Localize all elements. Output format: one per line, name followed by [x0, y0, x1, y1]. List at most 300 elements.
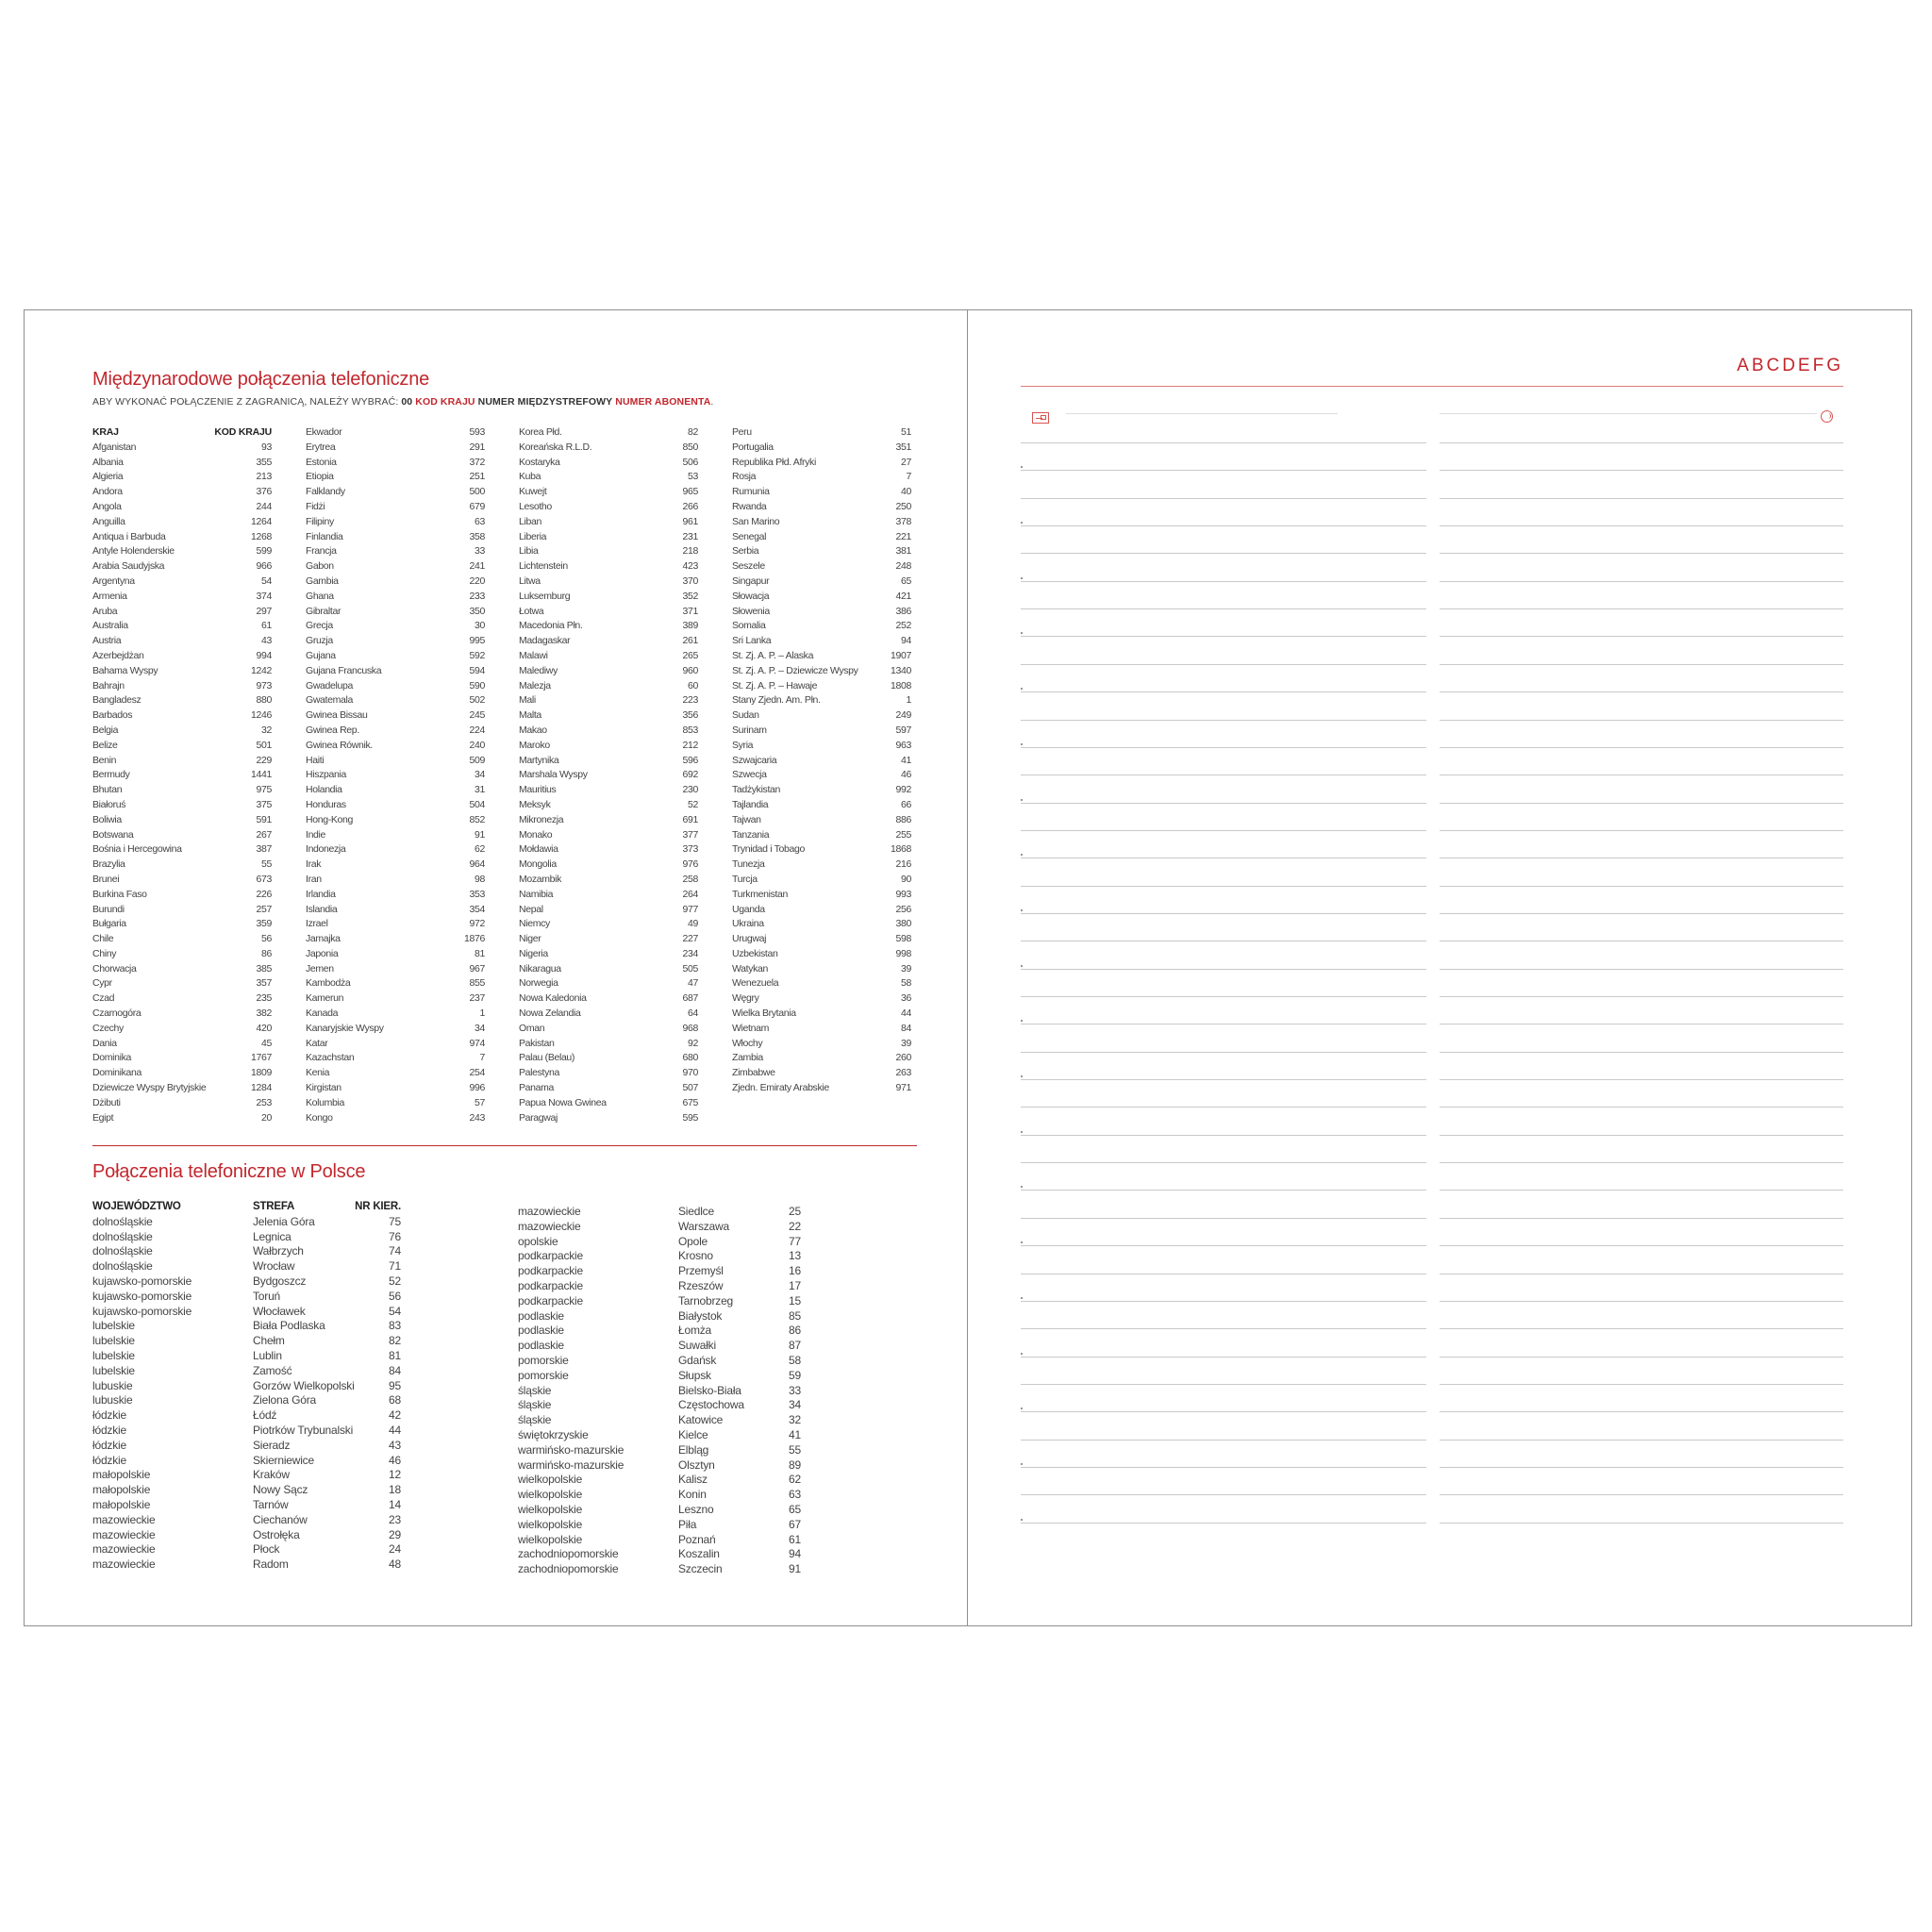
area-code-row: [518, 1473, 839, 1488]
country-row: [732, 754, 911, 769]
country-name: Norwegia: [519, 977, 558, 990]
country-name: Sri Lanka: [732, 635, 772, 647]
ruled-line-left[interactable]: [1021, 664, 1426, 665]
voivodeship-name: dolnośląskie: [92, 1229, 153, 1243]
country-row: [92, 888, 272, 903]
country-row: [732, 425, 911, 441]
ruled-line-right[interactable]: [1440, 442, 1843, 443]
area-code-row: [92, 1408, 413, 1424]
country-row: [92, 724, 272, 739]
country-row: [519, 1096, 698, 1111]
ruled-line-right[interactable]: [1440, 470, 1843, 471]
right-page: [968, 310, 1911, 1625]
ruled-line-left[interactable]: [1021, 1135, 1426, 1136]
area-code-row: [92, 1364, 413, 1379]
zone-name: Katowice: [678, 1413, 724, 1427]
country-name: Islandia: [306, 903, 338, 915]
country-code: 505: [682, 962, 698, 974]
ruled-line-right[interactable]: [1440, 1218, 1843, 1219]
area-code-row: [518, 1369, 839, 1384]
zone-name: Szczecin: [678, 1562, 723, 1576]
country-name: Tunezja: [732, 858, 765, 871]
country-code: 855: [469, 977, 485, 990]
country-name: Zambia: [732, 1052, 763, 1064]
zone-name: Włocławek: [253, 1304, 306, 1318]
country-code: 852: [469, 813, 485, 825]
ruled-line-left[interactable]: [1021, 498, 1426, 499]
area-code-row: [92, 1393, 413, 1408]
country-code: 250: [895, 500, 911, 512]
ruled-line-left[interactable]: [1021, 969, 1426, 970]
zone-name: Gorzów Wielkopolski: [253, 1378, 355, 1392]
instructions-country-code: KOD KRAJU: [415, 396, 475, 408]
zone-name: Piła: [678, 1517, 697, 1531]
ruled-line-left[interactable]: [1021, 1301, 1426, 1302]
country-name: Austria: [92, 635, 122, 647]
voivodeship-name: opolskie: [518, 1234, 558, 1248]
country-code: 994: [256, 649, 272, 661]
country-name: Belize: [92, 739, 118, 751]
country-name: Chile: [92, 933, 114, 945]
voivodeship-name: wielkopolskie: [518, 1488, 583, 1502]
country-code-column-2: [306, 425, 485, 1125]
country-code: 1876: [464, 933, 485, 945]
country-code: 886: [895, 813, 911, 825]
ruled-line-left[interactable]: [1021, 525, 1426, 526]
ruled-line-right[interactable]: [1440, 636, 1843, 637]
ruled-line-right[interactable]: [1440, 774, 1843, 775]
country-code: 233: [469, 590, 485, 602]
country-code: 691: [682, 813, 698, 825]
country-code: 36: [901, 992, 911, 1005]
zone-name: Płock: [253, 1542, 280, 1557]
country-name: Szwecja: [732, 769, 767, 781]
country-name: Angola: [92, 500, 122, 512]
ruled-line-left[interactable]: [1021, 1107, 1426, 1108]
country-name: Wenezuela: [732, 977, 779, 990]
ruled-line-left[interactable]: [1021, 608, 1426, 609]
country-row: [732, 649, 911, 664]
country-row: [519, 1111, 698, 1126]
country-row: [92, 559, 272, 575]
voivodeship-name: wielkopolskie: [518, 1532, 583, 1546]
country-name: Francja: [306, 545, 337, 558]
country-code: 509: [469, 754, 485, 766]
zone-name: Tarnobrzeg: [678, 1293, 734, 1307]
country-name: Gwadelupa: [306, 679, 353, 691]
ruled-line-left[interactable]: [1021, 1494, 1426, 1495]
country-row: [732, 515, 911, 530]
ruled-line-left[interactable]: [1021, 886, 1426, 887]
country-row: [92, 873, 272, 888]
ruled-line-left[interactable]: [1021, 691, 1426, 692]
ruled-line-left[interactable]: [1021, 1467, 1426, 1468]
area-code: 63: [789, 1488, 801, 1502]
country-code: 504: [469, 798, 485, 810]
country-code: 977: [682, 903, 698, 915]
voivodeship-name: zachodniopomorskie: [518, 1547, 619, 1561]
voivodeship-name: dolnośląskie: [92, 1244, 153, 1258]
country-name: Panama: [519, 1082, 555, 1094]
zone-name: Koszalin: [678, 1547, 720, 1561]
ruled-line-left[interactable]: [1021, 1052, 1426, 1053]
area-code-row: [518, 1458, 839, 1474]
country-row: [306, 1007, 485, 1022]
country-row: [732, 708, 911, 724]
voivodeship-name: wielkopolskie: [518, 1502, 583, 1516]
ruled-line-left[interactable]: [1021, 1245, 1426, 1246]
ruled-line-right[interactable]: [1440, 803, 1843, 804]
instructions-area-code: NUMER MIĘDZYSTREFOWY: [477, 396, 613, 408]
ruled-line-right[interactable]: [1440, 1245, 1843, 1246]
country-code: 421: [895, 590, 911, 602]
country-name: Ukraina: [732, 918, 764, 930]
country-row: [732, 559, 911, 575]
country-name: Ghana: [306, 590, 334, 602]
area-code: 48: [389, 1557, 401, 1572]
ruled-line-left[interactable]: [1021, 830, 1426, 831]
country-row: [92, 605, 272, 620]
ruled-line-left[interactable]: [1021, 1384, 1426, 1385]
country-code: 264: [682, 888, 698, 900]
area-code: 12: [389, 1468, 401, 1482]
country-code: 244: [256, 500, 272, 512]
header-country: KRAJ: [92, 426, 119, 438]
ruled-line-left[interactable]: [1021, 1079, 1426, 1080]
area-code: 62: [789, 1473, 801, 1487]
voivodeship-name: łódzkie: [92, 1453, 126, 1467]
country-name: Ekwador: [306, 426, 342, 438]
country-name: Surinam: [732, 724, 767, 736]
ruled-line-left[interactable]: [1021, 720, 1426, 721]
country-code: 91: [475, 828, 485, 841]
entry-marker-dot: [1021, 909, 1023, 911]
ruled-line-right[interactable]: [1440, 581, 1843, 582]
ruled-line-right[interactable]: [1440, 1494, 1843, 1495]
country-row: [519, 842, 698, 858]
area-code-row: [92, 1259, 413, 1274]
entry-marker-dot: [1021, 965, 1023, 967]
voivodeship-name: lubuskie: [92, 1378, 133, 1392]
country-name: Gwatemala: [306, 694, 353, 707]
country-code: 594: [469, 664, 485, 676]
area-code: 46: [389, 1453, 401, 1467]
country-name: Kuwejt: [519, 486, 547, 498]
area-code-row: [518, 1339, 839, 1354]
country-row: [519, 1051, 698, 1066]
zone-name: Chełm: [253, 1334, 285, 1348]
country-row: [306, 783, 485, 798]
ruled-line-right[interactable]: [1440, 1328, 1843, 1329]
country-code: 1246: [251, 709, 272, 722]
country-name: Afganistan: [92, 441, 137, 453]
country-name: Nikaragua: [519, 962, 561, 974]
area-code: 84: [389, 1363, 401, 1377]
country-row: [306, 1022, 485, 1037]
instructions-end: .: [710, 396, 714, 408]
country-row: [732, 739, 911, 754]
ruled-line-left[interactable]: [1021, 1440, 1426, 1441]
country-name: Stany Zjedn. Am. Płn.: [732, 694, 821, 707]
ruled-line-right[interactable]: [1440, 553, 1843, 554]
country-row: [519, 634, 698, 649]
country-row: [519, 1066, 698, 1081]
country-code-column-3: [519, 425, 698, 1125]
ruled-line-left[interactable]: [1021, 1190, 1426, 1191]
area-code-row: [92, 1454, 413, 1469]
area-code-row: [518, 1413, 839, 1428]
ruled-line-left[interactable]: [1021, 442, 1426, 443]
country-name: Finlandia: [306, 530, 343, 542]
country-code: 32: [261, 724, 272, 736]
country-code: 992: [895, 784, 911, 796]
ruled-line-left[interactable]: [1021, 747, 1426, 748]
ruled-line-right[interactable]: [1440, 1190, 1843, 1191]
country-name: Urugwaj: [732, 933, 767, 945]
voivodeship-name: śląskie: [518, 1413, 552, 1427]
country-row: [519, 828, 698, 843]
country-name: St. Zj. A. P. – Hawaje: [732, 679, 818, 691]
voivodeship-name: warmińsko-mazurskie: [518, 1457, 625, 1472]
area-code: 89: [789, 1457, 801, 1472]
entry-marker-dot: [1021, 1020, 1023, 1022]
country-code: 680: [682, 1052, 698, 1064]
country-row: [732, 962, 911, 977]
country-row: [92, 991, 272, 1007]
ruled-line-left[interactable]: [1021, 1162, 1426, 1163]
ruled-line-right[interactable]: [1440, 1301, 1843, 1302]
ruled-line-left[interactable]: [1021, 553, 1426, 554]
country-row: [732, 456, 911, 471]
ruled-line-right[interactable]: [1440, 830, 1843, 831]
area-code: 22: [789, 1219, 801, 1233]
country-code: 382: [256, 1008, 272, 1020]
zone-name: Zielona Góra: [253, 1393, 316, 1407]
area-code-row: [92, 1379, 413, 1394]
area-code: 23: [389, 1512, 401, 1526]
country-row: [306, 605, 485, 620]
country-name: Czarnogóra: [92, 1008, 142, 1020]
country-row: [306, 559, 485, 575]
country-name: Barbados: [92, 709, 133, 722]
country-name: Węgry: [732, 992, 759, 1005]
ruled-line-left[interactable]: [1021, 1523, 1426, 1524]
country-name: Rumunia: [732, 486, 770, 498]
country-row: [92, 1022, 272, 1037]
country-row: [519, 873, 698, 888]
country-row: [732, 813, 911, 828]
country-code: 853: [682, 724, 698, 736]
country-row: [519, 456, 698, 471]
ruled-line-right[interactable]: [1440, 1440, 1843, 1441]
ruled-line-right[interactable]: [1440, 720, 1843, 721]
ruled-line-left[interactable]: [1021, 913, 1426, 914]
country-name: Palestyna: [519, 1067, 559, 1079]
ruled-line-left[interactable]: [1021, 470, 1426, 471]
country-code: 266: [682, 500, 698, 512]
zone-name: Ciechanów: [253, 1512, 308, 1526]
country-row: [306, 515, 485, 530]
country-name: Chiny: [92, 947, 117, 959]
ruled-line-right[interactable]: [1440, 1135, 1843, 1136]
ruled-line-right[interactable]: [1440, 913, 1843, 914]
country-row: [732, 991, 911, 1007]
country-row: [92, 1081, 272, 1096]
country-name: Serbia: [732, 545, 759, 558]
country-name: Zimbabwe: [732, 1067, 775, 1079]
country-code: 385: [256, 962, 272, 974]
country-row: [732, 828, 911, 843]
ruled-line-right[interactable]: [1440, 1411, 1843, 1412]
ruled-line-right[interactable]: [1440, 1052, 1843, 1053]
country-row: [519, 991, 698, 1007]
country-name: Gabon: [306, 560, 334, 573]
country-code: 297: [256, 605, 272, 617]
country-name: Portugalia: [732, 441, 774, 453]
area-code-row: [92, 1244, 413, 1259]
ruled-line-right[interactable]: [1440, 1523, 1843, 1524]
country-code: 54: [261, 575, 272, 587]
country-name: Haiti: [306, 754, 325, 766]
country-name: Kamerun: [306, 992, 344, 1005]
country-row: [92, 1051, 272, 1066]
country-code: 961: [682, 515, 698, 527]
country-row: [732, 842, 911, 858]
entry-marker-dot: [1021, 1075, 1023, 1077]
country-row: [306, 739, 485, 754]
country-code: 850: [682, 441, 698, 453]
country-code: 220: [469, 575, 485, 587]
country-row: [519, 530, 698, 545]
country-code: 235: [256, 992, 272, 1005]
area-code-row: [518, 1279, 839, 1294]
ruled-line-right[interactable]: [1440, 1107, 1843, 1108]
country-name: Libia: [519, 545, 539, 558]
country-row: [519, 679, 698, 694]
country-code: 506: [682, 456, 698, 468]
ruled-line-right[interactable]: [1440, 1384, 1843, 1385]
area-code: 95: [389, 1378, 401, 1392]
area-code-row: [92, 1290, 413, 1305]
country-code: 53: [688, 471, 698, 483]
ruled-line-right[interactable]: [1440, 886, 1843, 887]
ruled-line-left[interactable]: [1021, 1411, 1426, 1412]
ruled-line-left[interactable]: [1021, 581, 1426, 582]
voivodeship-name: lubuskie: [92, 1393, 133, 1407]
ruled-line-right[interactable]: [1440, 664, 1843, 665]
country-row: [519, 903, 698, 918]
entry-marker-dot: [1021, 799, 1023, 801]
country-name: Dominikana: [92, 1067, 142, 1079]
ruled-line-right[interactable]: [1440, 969, 1843, 970]
ruled-line-right[interactable]: [1440, 1079, 1843, 1080]
country-name: Gwinea Równik.: [306, 739, 373, 751]
country-code: 253: [256, 1096, 272, 1108]
voivodeship-name: warmińsko-mazurskie: [518, 1442, 625, 1457]
ruled-line-left[interactable]: [1021, 1218, 1426, 1219]
country-code: 251: [469, 471, 485, 483]
zone-name: Olsztyn: [678, 1457, 715, 1472]
area-code: 43: [389, 1438, 401, 1452]
ruled-line-right[interactable]: [1440, 498, 1843, 499]
country-name: Jemen: [306, 962, 334, 974]
country-row: [732, 485, 911, 500]
ruled-line-left[interactable]: [1021, 636, 1426, 637]
country-name: Białoruś: [92, 798, 126, 810]
country-name: Liberia: [519, 530, 547, 542]
ruled-line-right[interactable]: [1440, 525, 1843, 526]
country-name: Chorwacja: [92, 962, 137, 974]
country-row: [519, 515, 698, 530]
country-code: 261: [682, 635, 698, 647]
ruled-line-right[interactable]: [1440, 608, 1843, 609]
country-code: 47: [688, 977, 698, 990]
ruled-line-right[interactable]: [1440, 996, 1843, 997]
ruled-line-left[interactable]: [1021, 803, 1426, 804]
country-name: Tanzania: [732, 828, 770, 841]
voivodeship-name: małopolskie: [92, 1468, 151, 1482]
area-code: 67: [789, 1517, 801, 1531]
area-code-row: [518, 1384, 839, 1399]
voivodeship-name: mazowieckie: [518, 1205, 581, 1218]
ruled-line-left[interactable]: [1021, 1328, 1426, 1329]
country-row: [306, 425, 485, 441]
country-name: Kazachstan: [306, 1052, 355, 1064]
ruled-line-left[interactable]: [1021, 774, 1426, 775]
ruled-line-right[interactable]: [1440, 691, 1843, 692]
country-code: 591: [256, 813, 272, 825]
ruled-line-left[interactable]: [1021, 996, 1426, 997]
country-code: 56: [261, 933, 272, 945]
country-code: 675: [682, 1096, 698, 1108]
ruled-line-right[interactable]: [1440, 1467, 1843, 1468]
country-name: Czechy: [92, 1022, 124, 1034]
country-row: [92, 1111, 272, 1126]
country-code: 375: [256, 798, 272, 810]
country-name: San Marino: [732, 515, 780, 527]
country-code: 30: [475, 620, 485, 632]
country-row: [519, 739, 698, 754]
country-row: [519, 664, 698, 679]
country-name: Trynidad i Tobago: [732, 843, 805, 856]
country-row: [732, 903, 911, 918]
country-row: [306, 947, 485, 962]
phone-icon: [1821, 410, 1833, 423]
guide-line-right: [1440, 413, 1817, 414]
country-row: [92, 754, 272, 769]
country-row: [92, 530, 272, 545]
entry-marker-dot: [1021, 632, 1023, 634]
country-row: [92, 976, 272, 991]
area-code-row: [92, 1513, 413, 1528]
country-name: Papua Nowa Gwinea: [519, 1096, 607, 1108]
country-row: [92, 515, 272, 530]
area-code-row: [518, 1488, 839, 1503]
country-name: Boliwia: [92, 813, 122, 825]
country-row: [92, 649, 272, 664]
country-code: 98: [475, 873, 485, 885]
country-name: Filipiny: [306, 515, 334, 527]
country-name: Dominika: [92, 1052, 131, 1064]
country-name: Botswana: [92, 828, 134, 841]
country-name: Singapur: [732, 575, 770, 587]
ruled-line-right[interactable]: [1440, 1162, 1843, 1163]
country-name: Dżibuti: [92, 1096, 121, 1108]
voivodeship-name: mazowieckie: [518, 1219, 581, 1233]
area-code: 87: [789, 1339, 801, 1353]
ruled-line-right[interactable]: [1440, 747, 1843, 748]
area-code: 55: [789, 1442, 801, 1457]
